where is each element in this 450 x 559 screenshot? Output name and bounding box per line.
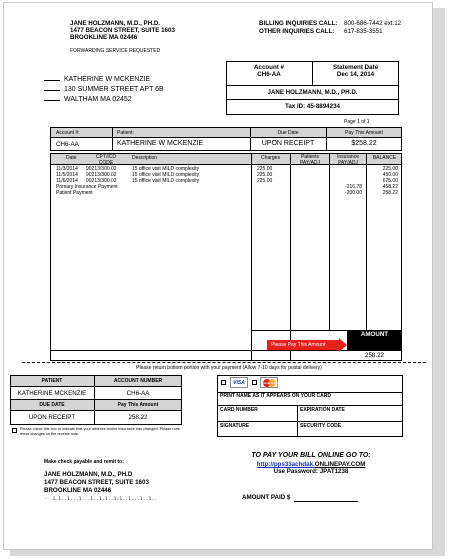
row-date: Primary Insurance Payment xyxy=(56,184,118,190)
provider-address: 1477 BEACON STREET, SUITE 1603 xyxy=(70,27,175,34)
summary-account: CH6-AA xyxy=(56,141,79,148)
row-insurance: -200.00 xyxy=(345,190,362,196)
stub-due-value: UPON RECEIPT xyxy=(28,414,76,421)
row-balance: 458.22 xyxy=(382,184,398,190)
summary-header-account: Account #: xyxy=(56,130,80,136)
postal-barcode: --.1.1..1...1...1..1.1..1.1..1...1..1.. xyxy=(44,496,158,501)
mastercard-checkbox[interactable] xyxy=(252,380,257,385)
security-code-label: SECURITY CODE xyxy=(300,423,342,429)
account-box-rule xyxy=(226,99,399,100)
summary-header-patient: Patient: xyxy=(117,130,134,136)
remit-address: 1477 BEACON STREET, SUITE 1603 xyxy=(44,479,149,486)
row-cpt: 90213/300.02 xyxy=(86,166,117,172)
address-dash xyxy=(44,100,60,101)
remit-city: BROOKLINE MA 02446 xyxy=(44,487,112,494)
billing-phone: 800-686-7442 ext.12 xyxy=(344,20,402,27)
remit-name: JANE HOLZMANN, M.D., PH.D xyxy=(44,471,133,478)
row-insurance: -216.78 xyxy=(345,184,362,190)
detail-header-date: Date xyxy=(66,155,77,161)
account-doctor: JANE HOLZMANN, M.D., PH.D. xyxy=(267,89,358,96)
detail-divider xyxy=(329,153,330,330)
detail-header-cpt: CPT/ICD CODE xyxy=(96,154,116,166)
statement-date-value: Dec 14, 2014 xyxy=(336,71,375,78)
visa-logo-text: VISA xyxy=(233,379,245,386)
provider-name: JANE HOLZMANN, M.D., PH.D. xyxy=(70,20,161,27)
row-description: 15 office visit MILD complexity xyxy=(132,172,200,178)
account-box-rule xyxy=(226,85,399,86)
summary-header-pay: Pay This Amount xyxy=(345,130,383,136)
page-indicator: Page 1 of 1 xyxy=(344,119,370,125)
online-url[interactable] xyxy=(226,461,396,468)
card-number-label: CARD NUMBER xyxy=(220,407,258,413)
row-description: 15 office visit MILD complexity xyxy=(132,178,200,184)
row-date: 11/3/2014 xyxy=(56,166,78,172)
mastercard-logo xyxy=(260,377,278,388)
row-balance: 225.00 xyxy=(382,166,398,172)
summary-divider xyxy=(112,127,113,151)
stub-pay-label: Pay This Amount xyxy=(117,402,159,408)
row-date: 11/5/2014 xyxy=(56,172,78,178)
stub-due-label: DUE DATE xyxy=(39,402,65,408)
row-balance: 675.00 xyxy=(382,178,398,184)
pay-amount-arrow[interactable]: Please Pay This Amount xyxy=(267,340,339,350)
visa-checkbox[interactable] xyxy=(221,380,226,385)
stub-patient-label: PATIENT xyxy=(41,378,63,384)
detail-rule xyxy=(50,350,402,351)
detail-header-patients: Patients PAY/ADJ xyxy=(299,154,321,166)
account-label: Account # xyxy=(254,64,284,71)
recipient-street: 130 SUMMER STREET APT 6B xyxy=(64,86,164,93)
other-label: OTHER INQUIRIES CALL: xyxy=(259,28,335,35)
address-change-note: Please check this box to indicate that your address and/or insurance has changed. Please note these changes on the reverse side. xyxy=(20,427,180,436)
stub-patient-value: KATHERINE MCKENZIE xyxy=(17,390,87,397)
row-date: 11/6/2014 xyxy=(56,178,78,184)
stub-account-value: CH6-AA xyxy=(126,390,150,397)
row-charges: 225.00 xyxy=(257,178,273,184)
summary-patient: KATHERINE W MCKENZIE xyxy=(117,140,204,147)
amount-value: 258.22 xyxy=(365,352,384,359)
statement-date-label: Statement Date xyxy=(332,64,379,71)
row-description: 15 office visit MILD complexity xyxy=(132,166,200,172)
summary-amount: $258.22 xyxy=(351,140,377,147)
amount-paid-label: AMOUNT PAID $ xyxy=(242,494,291,501)
row-balance: 258.22 xyxy=(382,190,398,196)
card-rule xyxy=(217,405,403,406)
stub-rule xyxy=(10,410,182,411)
stub-pay-value: 258.22 xyxy=(128,414,148,421)
perforation-line xyxy=(22,362,426,363)
visa-logo xyxy=(230,377,248,388)
card-rule xyxy=(217,421,403,422)
amount-paid-line[interactable] xyxy=(294,501,358,502)
online-url-domain[interactable]: ONLINEPAY.COM xyxy=(314,461,366,468)
row-charges: 225.00 xyxy=(257,172,273,178)
detail-header-insurance: Insurance PAY/ADJ xyxy=(337,154,359,166)
row-date: Patient Payment xyxy=(56,190,93,196)
online-headline: TO PAY YOUR BILL ONLINE GO TO: xyxy=(251,452,371,459)
stub-account-label: ACCOUNT NUMBER xyxy=(113,378,163,384)
forwarding-note: FORWARDING SERVICE REQUESTED xyxy=(70,48,161,54)
signature-label: SIGNATURE xyxy=(220,423,250,429)
account-value: CH6-AA xyxy=(257,71,281,78)
statement-page xyxy=(3,2,433,550)
provider-city: BROOKLINE MA 02446 xyxy=(70,34,138,41)
detail-header-charges: Charges xyxy=(261,155,280,161)
amount-label: AMOUNT xyxy=(360,331,389,338)
detail-header-description: Description xyxy=(132,155,158,161)
remit-label: Make check payable and remit to: xyxy=(44,459,124,465)
row-cpt: 90213/300.02 xyxy=(86,178,117,184)
summary-due: UPON RECEIPT xyxy=(261,140,315,147)
stub-rule xyxy=(10,399,182,400)
recipient-city: WALTHAM MA 02452 xyxy=(64,96,132,103)
row-balance: 450.00 xyxy=(382,172,398,178)
address-dash xyxy=(44,90,60,91)
summary-header-due: Due Date xyxy=(277,130,299,136)
other-phone: 617-835-3551 xyxy=(344,28,383,35)
billing-label: BILLING INQUIRIES CALL: xyxy=(259,20,338,27)
online-password: Use Password: JPAT1238 xyxy=(273,468,349,475)
expiration-label: EXPIRATION DATE xyxy=(300,407,345,413)
recipient-name: KATHERINE W MCKENZIE xyxy=(64,76,151,83)
row-charges: 225.00 xyxy=(257,166,273,172)
row-cpt: 90213/300.02 xyxy=(86,172,117,178)
address-dash xyxy=(44,80,60,81)
detail-header-balance: BALANCE xyxy=(372,155,397,161)
online-url-prefix[interactable]: http://pps33achdak. xyxy=(256,461,315,468)
mastercard-logo-text: MasterCard xyxy=(262,381,278,385)
summary-rule xyxy=(50,137,402,138)
stub-rule xyxy=(10,386,182,387)
tax-id: Tax ID: 45-8894234 xyxy=(285,103,340,110)
address-change-checkbox[interactable] xyxy=(12,428,17,433)
print-name-label: PRINT NAME AS IT APPEARS ON YOUR CARD xyxy=(220,393,331,399)
return-note: Please return bottom portion with your payment (Allow 7-10 days for postal delivery) xyxy=(136,365,322,371)
